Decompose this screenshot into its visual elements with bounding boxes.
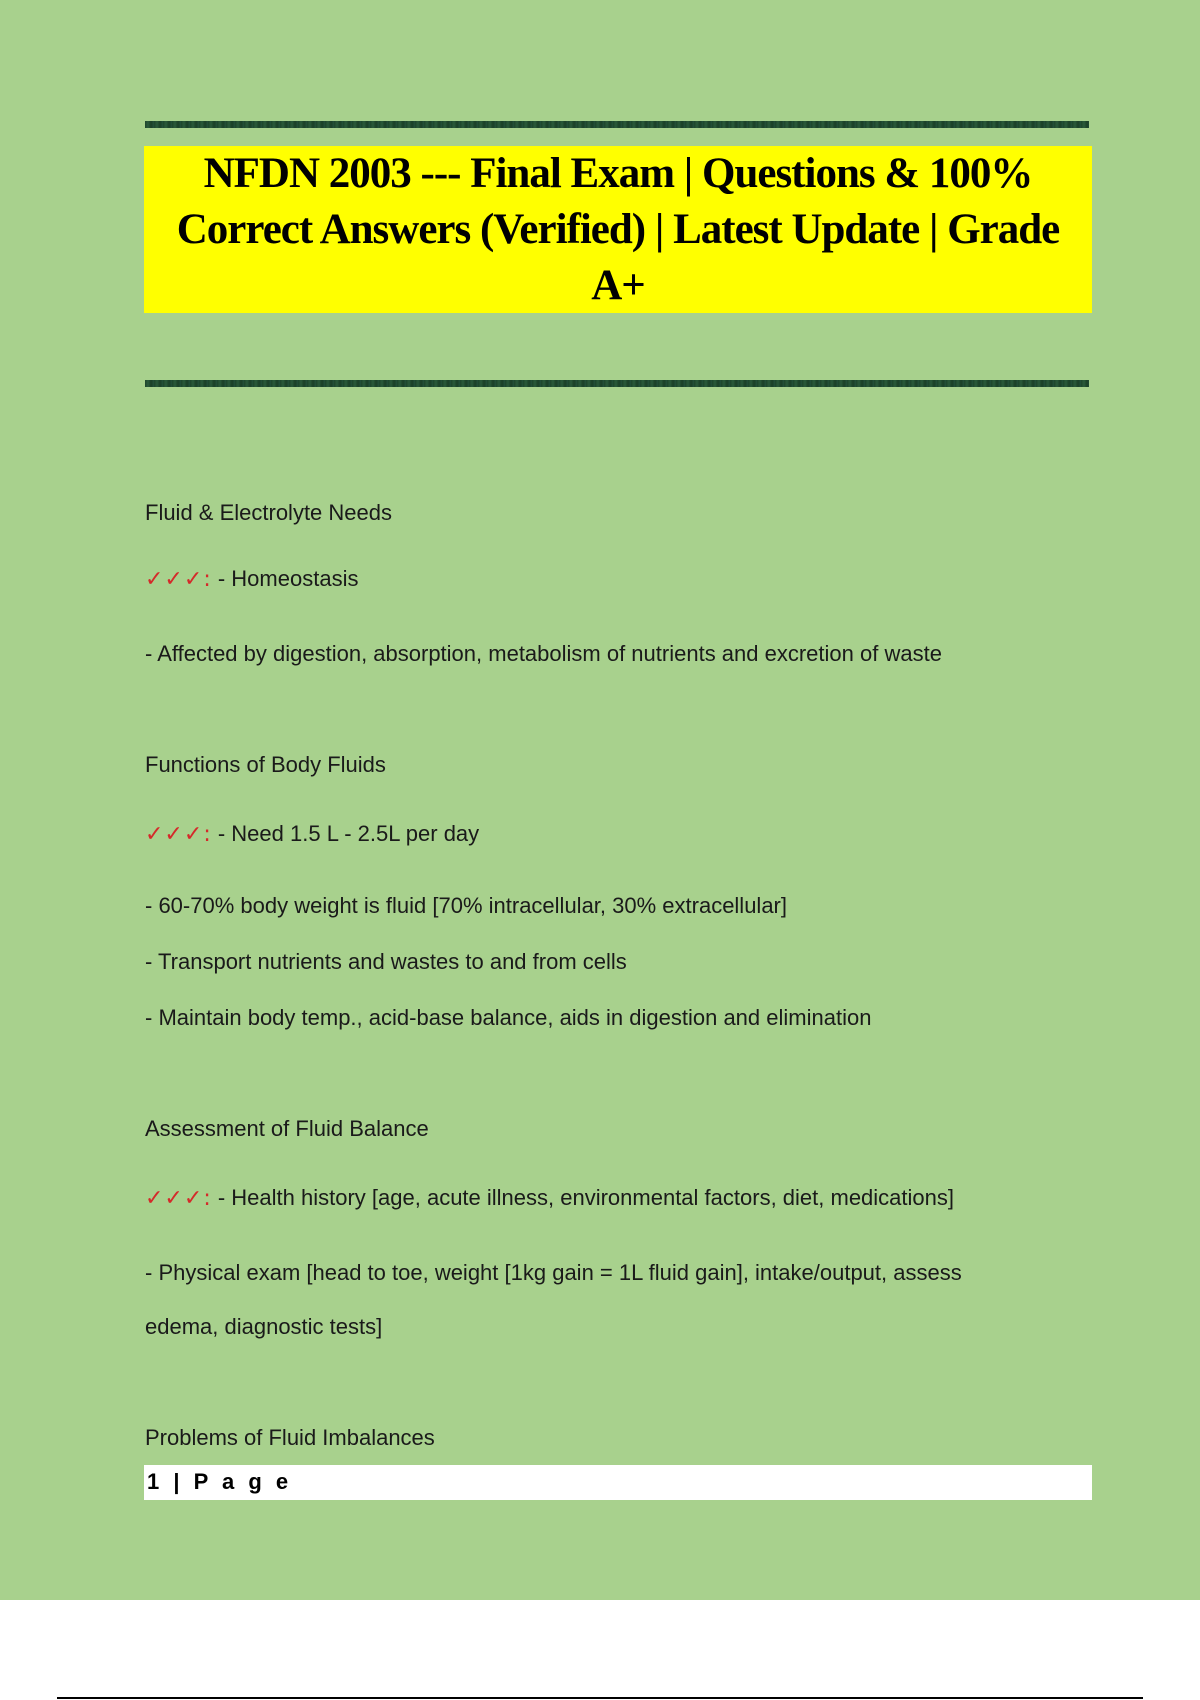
body-line: edema, diagnostic tests] xyxy=(145,1314,383,1339)
page-number: 1 | P a g e xyxy=(147,1469,293,1494)
section-heading: Fluid & Electrolyte Needs xyxy=(145,500,392,525)
body-line: - Affected by digestion, absorption, metabolism of nutrients and excretion of waste xyxy=(145,641,942,666)
checkmark-icon: ✓✓✓ xyxy=(145,1186,204,1211)
answer-line: ✓✓✓: - Homeostasis xyxy=(145,566,359,592)
body-line: - Maintain body temp., acid-base balance, aids in digestion and elimination xyxy=(145,1005,872,1030)
answer-line: ✓✓✓: - Need 1.5 L - 2.5L per day xyxy=(145,821,480,847)
section-heading: Assessment of Fluid Balance xyxy=(145,1116,429,1141)
answer-text: - Homeostasis xyxy=(217,566,359,591)
body-line: - 60-70% body weight is fluid [70% intracellular, 30% extracellular] xyxy=(145,893,787,918)
section-heading: Functions of Body Fluids xyxy=(145,752,386,777)
page-footer xyxy=(144,1465,1092,1500)
answer-text: - Need 1.5 L - 2.5L per day xyxy=(217,821,480,846)
checkmark-icon: ✓✓✓ xyxy=(145,822,204,847)
document-title: NFDN 2003 --- Final Exam | Questions & 100% Correct Answers (Verified) | Latest Update | Grade A+ xyxy=(176,149,1060,309)
top-divider xyxy=(145,121,1089,128)
checkmark-icon: ✓✓✓ xyxy=(145,567,204,592)
answer-line: ✓✓✓: - Health history [age, acute illness, environmental factors, diet, medications] xyxy=(145,1185,954,1211)
answer-text: - Health history [age, acute illness, environmental factors, diet, medications] xyxy=(217,1185,954,1210)
body-line: - Physical exam [head to toe, weight [1kg gain = 1L fluid gain], intake/output, assess xyxy=(145,1260,962,1285)
bottom-divider xyxy=(145,380,1089,387)
body-line: - Transport nutrients and wastes to and from cells xyxy=(145,949,627,974)
title-highlight-box xyxy=(144,146,1092,313)
page-bottom-line xyxy=(57,1697,1143,1699)
section-heading: Problems of Fluid Imbalances xyxy=(145,1425,435,1450)
